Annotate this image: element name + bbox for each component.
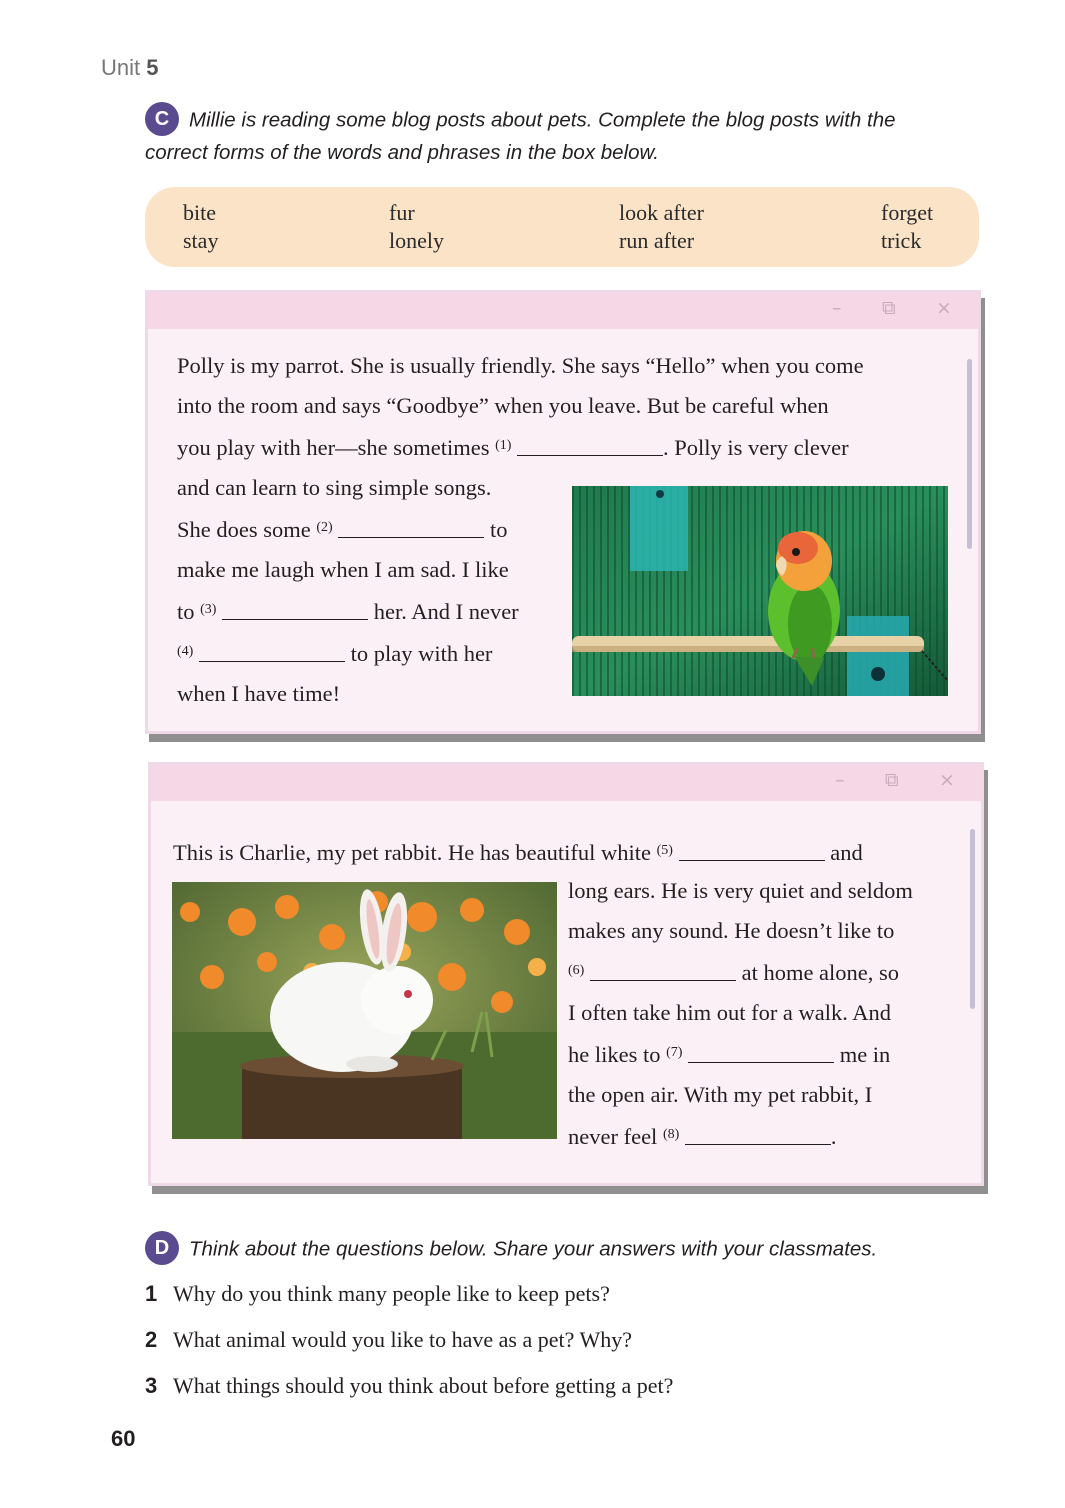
unit-number: 5: [146, 55, 159, 80]
text-line: and can learn to sing simple songs.: [177, 475, 492, 500]
word-item: run after: [619, 228, 695, 253]
minimize-icon[interactable]: –: [832, 297, 842, 319]
close-icon[interactable]: ×: [939, 769, 955, 791]
window-titlebar: [148, 293, 978, 329]
unit-label: Unit: [101, 55, 141, 80]
text-line: and: [830, 840, 863, 865]
instruction-line-2: correct forms of the words and phrases in the box below.: [145, 141, 659, 164]
rabbit-illustration: [172, 882, 557, 1139]
blank-number: (1): [495, 438, 512, 453]
window-titlebar: [151, 765, 981, 801]
scrollbar-thumb[interactable]: [970, 829, 975, 1009]
text-line: never feel: [568, 1124, 658, 1149]
word-item: look after: [619, 200, 704, 225]
question-number: 1: [145, 1281, 158, 1306]
post-2-first-line: [173, 831, 863, 873]
answer-blank-6[interactable]: [590, 960, 736, 981]
word-column-2: [389, 199, 444, 255]
text-line: long ears. He is very quiet and seldom: [568, 878, 913, 903]
unit-header: [101, 55, 159, 81]
answer-blank-1[interactable]: [517, 435, 663, 456]
blank-number: (8): [662, 1127, 680, 1142]
text-line: at home alone, so: [741, 960, 900, 985]
text-line: Polly is my parrot. She is usually friendly. She says “Hello” when you come: [177, 353, 864, 378]
word-item: fur: [389, 200, 415, 225]
restore-icon[interactable]: ⧉: [885, 769, 899, 791]
section-d-instruction: [145, 1233, 1025, 1267]
text-line: She does some: [177, 517, 311, 542]
question-text: What animal would you like to have as a pet? Why?: [173, 1327, 633, 1352]
blank-number: (6): [568, 963, 585, 978]
text-line: you play with her—she sometimes: [177, 435, 490, 460]
text-line: into the room and says “Goodbye” when you leave. But be careful when: [177, 393, 829, 418]
question-text: What things should you think about before getting a pet?: [173, 1373, 674, 1398]
text-line: I often take him out for a walk. And: [568, 1000, 892, 1025]
answer-blank-5[interactable]: [679, 840, 825, 861]
answer-blank-3[interactable]: [222, 599, 368, 620]
close-icon[interactable]: ×: [936, 297, 952, 319]
word-column-4: [881, 199, 933, 255]
word-item: forget: [881, 200, 934, 225]
text-line: to: [177, 599, 195, 624]
blank-number: (7): [666, 1045, 683, 1060]
post-2-text: [568, 871, 913, 1157]
scrollbar-thumb[interactable]: [967, 359, 972, 549]
text-line: her. And I never: [373, 599, 519, 624]
text-line: . Polly is very clever: [663, 435, 849, 460]
text-line: makes any sound. He doesn’t like to: [568, 918, 895, 943]
blog-post-window-1: [145, 290, 981, 734]
section-d-text: Think about the questions below. Share your answers with your classmates.: [189, 1237, 878, 1261]
text-line: the open air. With my pet rabbit, I: [568, 1082, 873, 1107]
question-number: 3: [145, 1373, 158, 1398]
word-column-3: [619, 199, 704, 255]
question-item: [145, 1279, 610, 1309]
parrot-photo: [572, 486, 948, 696]
minimize-icon[interactable]: –: [835, 769, 845, 791]
rabbit-photo: [172, 882, 557, 1139]
text-line: when I have time!: [177, 681, 341, 706]
answer-blank-2[interactable]: [338, 517, 484, 538]
parrot-illustration: [572, 486, 948, 696]
question-number: 2: [145, 1327, 158, 1352]
word-item: bite: [183, 200, 216, 225]
blog-post-window-2: [148, 762, 984, 1186]
word-item: stay: [183, 228, 219, 253]
word-box: [145, 187, 979, 267]
text-line: .: [830, 1124, 837, 1149]
text-line: me in: [839, 1042, 891, 1067]
section-c-badge: C: [145, 102, 179, 136]
text-line: to: [489, 517, 508, 542]
answer-blank-8[interactable]: [685, 1124, 831, 1145]
question-text: Why do you think many people like to keep pets?: [173, 1281, 610, 1306]
blank-number: (5): [656, 843, 673, 858]
word-column-1: [183, 199, 218, 255]
blank-number: (3): [200, 602, 217, 617]
text-line: he likes to: [568, 1042, 661, 1067]
text-line: make me laugh when I am sad. I like: [177, 557, 509, 582]
section-d-badge: D: [145, 1231, 179, 1265]
word-item: lonely: [389, 228, 444, 253]
answer-blank-7[interactable]: [688, 1042, 834, 1063]
restore-icon[interactable]: ⧉: [882, 297, 896, 319]
question-item: [145, 1371, 673, 1401]
text-line: This is Charlie, my pet rabbit. He has beautiful white: [173, 840, 652, 865]
blank-number: (4): [177, 644, 194, 659]
instruction-line-1: Millie is reading some blog posts about pets. Complete the blog posts with the: [189, 108, 896, 132]
page-number: 60: [111, 1426, 136, 1451]
question-item: [145, 1325, 632, 1355]
section-c-instruction: [145, 104, 945, 168]
text-line: to play with her: [350, 641, 493, 666]
answer-blank-4[interactable]: [199, 641, 345, 662]
blank-number: (2): [316, 520, 333, 535]
word-item: trick: [881, 228, 922, 253]
